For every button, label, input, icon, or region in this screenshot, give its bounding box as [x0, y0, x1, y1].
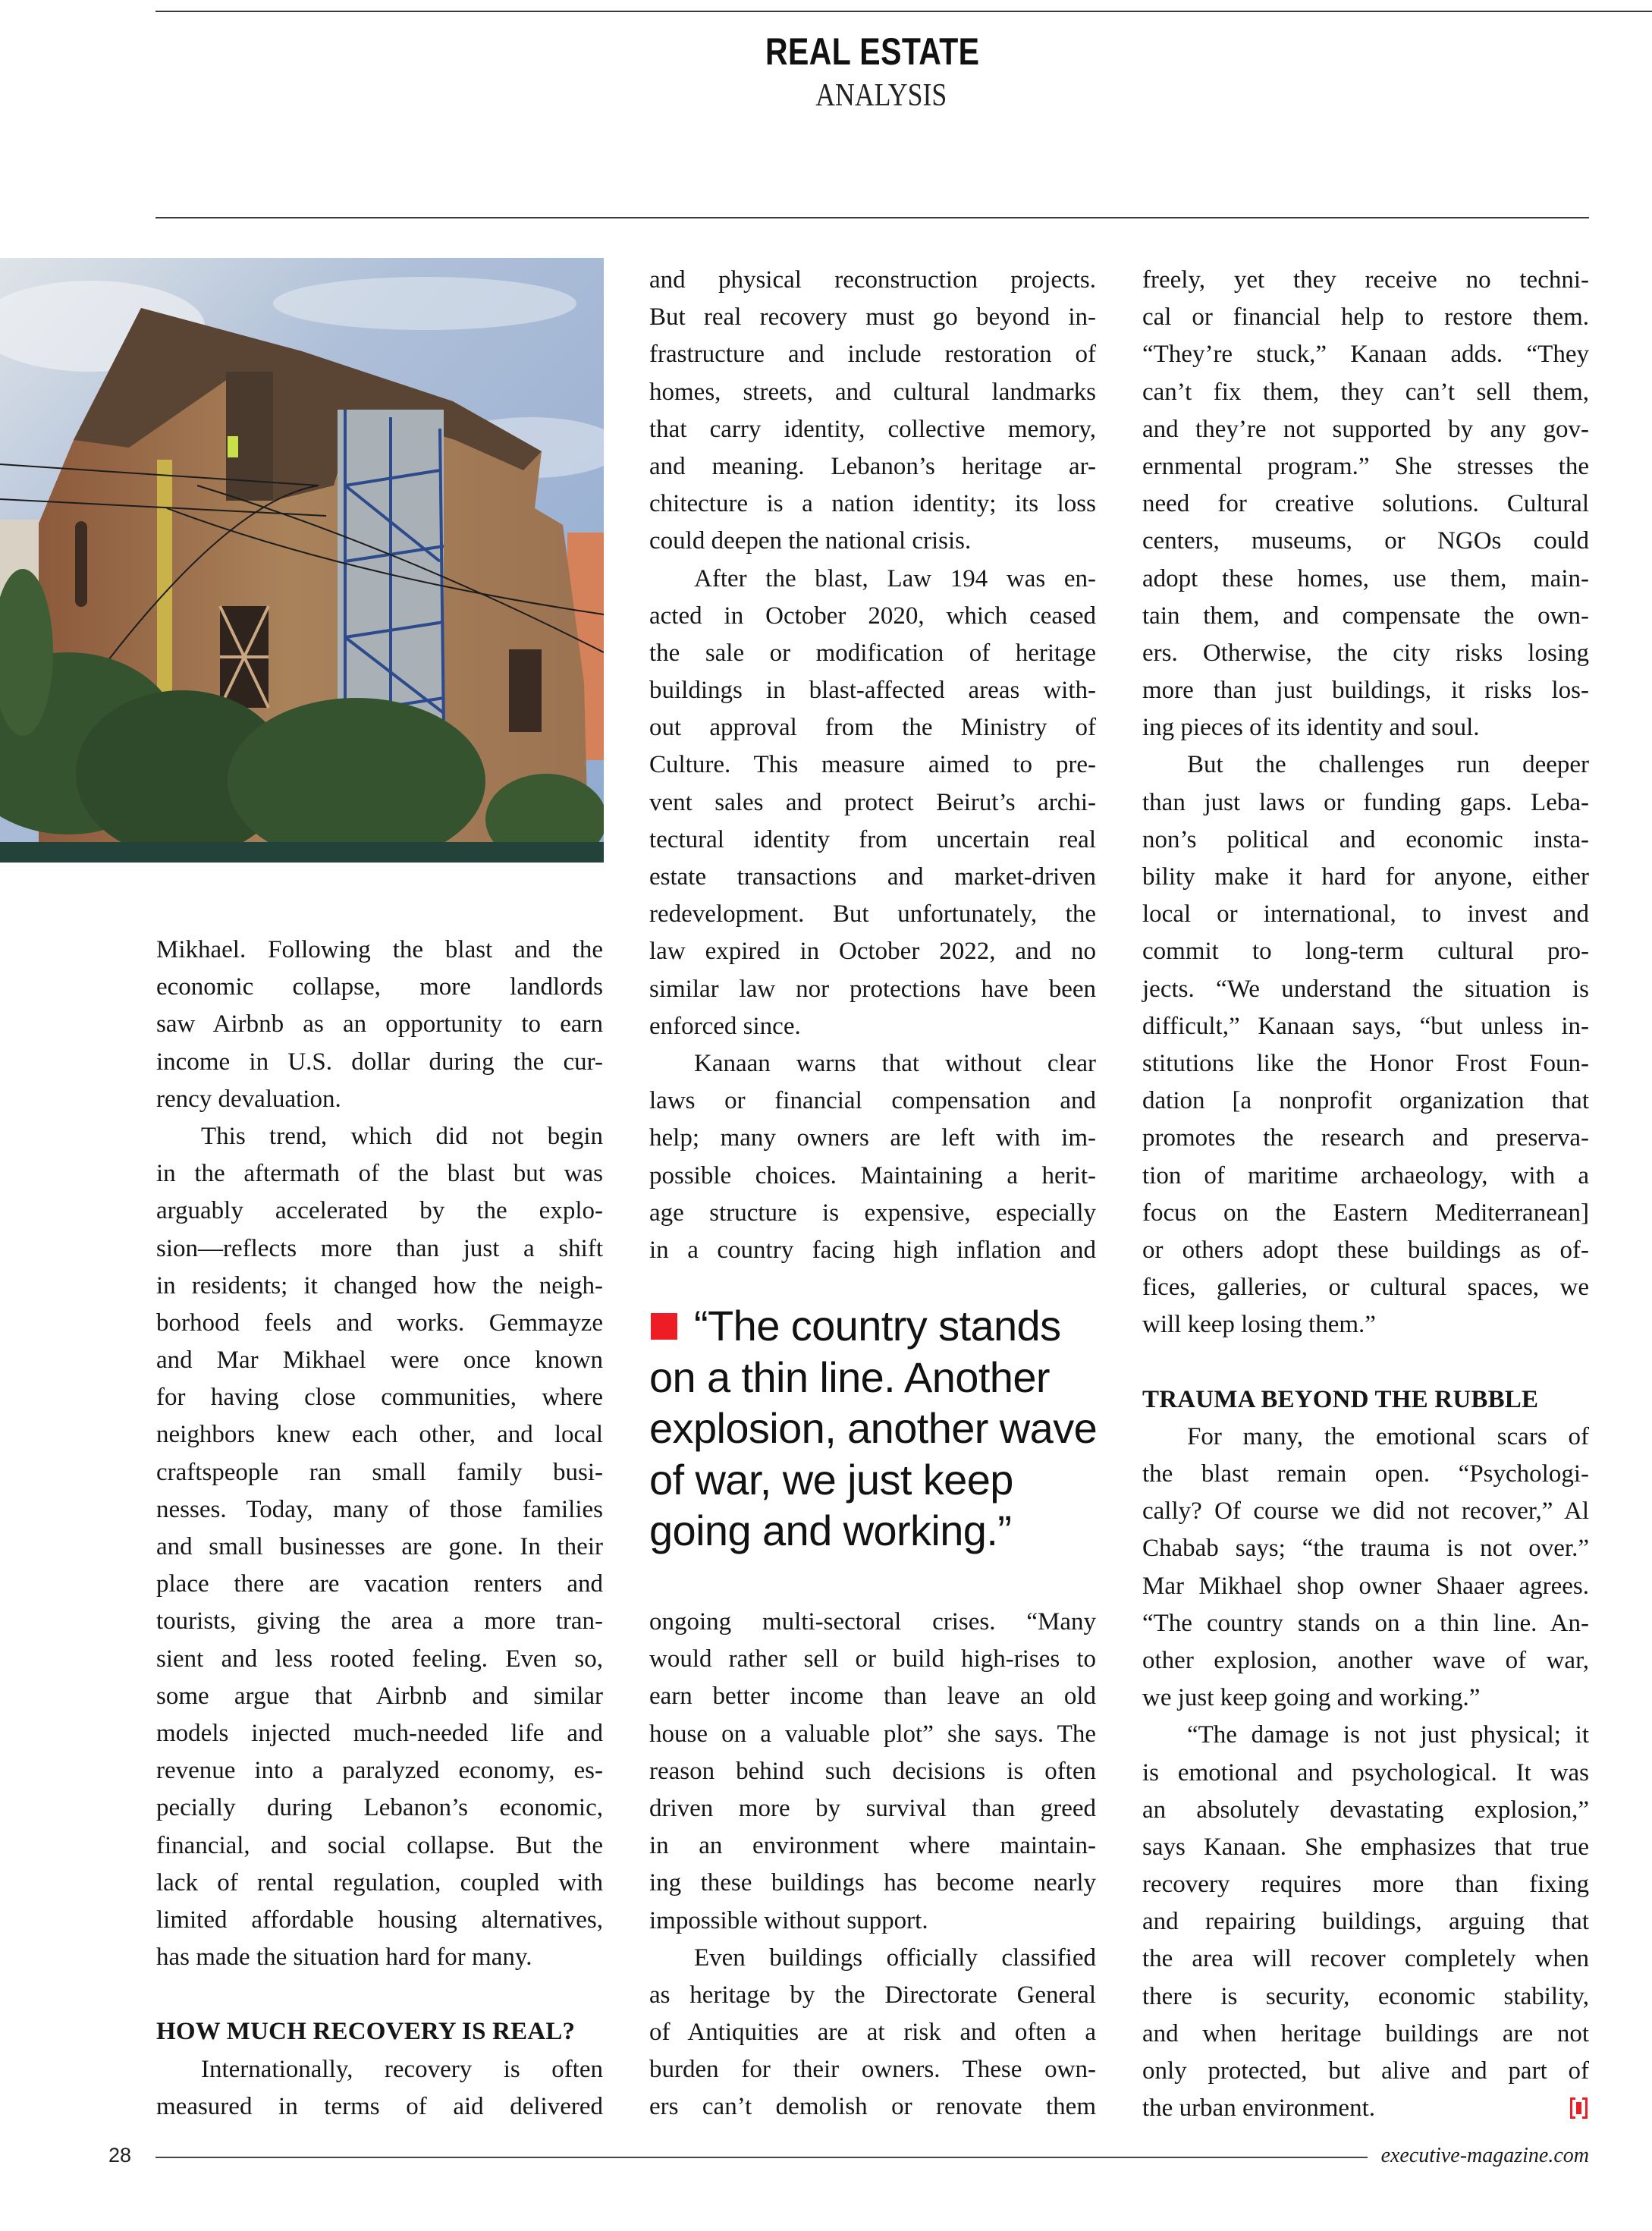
section-heading: TRAUMA BEYOND THE RUBBLE	[1142, 1385, 1539, 1413]
text-line: jects. “We understand the situation is	[1142, 975, 1589, 1003]
text-line: “The country stands on a thin line. An-	[1142, 1609, 1589, 1637]
paragraph	[649, 262, 1096, 561]
text-line: fices, galleries, or cultural spaces, we	[1142, 1274, 1589, 1302]
text-line: But the challenges run deeper	[1187, 751, 1589, 779]
text-line: some argue that Airbnb and similar	[156, 1682, 603, 1710]
text-line: earn better income than leave an old	[649, 1683, 1096, 1711]
text-line: as heritage by the Directorate General	[649, 1981, 1096, 2009]
text-line: and small businesses are gone. In their	[156, 1533, 603, 1560]
text-line: tourists, giving the area a more tran-	[156, 1607, 603, 1636]
paragraph	[649, 561, 1096, 1045]
top-rule	[155, 11, 1652, 12]
boarded-window	[220, 606, 269, 708]
column-2-bottom	[649, 1604, 1096, 2126]
text-line: age structure is expensive, especially	[649, 1199, 1096, 1227]
text-line: and Mar Mikhael were once known	[156, 1346, 603, 1375]
text-line: Even buildings officially classified	[694, 1943, 1096, 1972]
paragraph	[649, 1604, 1096, 1940]
text-line: promotes the research and preserva-	[1142, 1124, 1589, 1152]
text-line: neighbors knew each other, and local	[156, 1421, 603, 1449]
text-line: and repairing buildings, arguing that	[1142, 1908, 1589, 1936]
text-line: there is security, economic stability,	[1142, 1982, 1589, 2010]
text-line: than just laws or funding gaps. Leba-	[1142, 788, 1589, 816]
text-line: borhood feels and works. Gemmayze	[156, 1309, 603, 1337]
paragraph	[1142, 746, 1589, 1343]
text-line: only protected, but alive and part of	[1142, 2057, 1589, 2085]
text-line: adopt these homes, use them, main-	[1142, 564, 1589, 592]
text-line: the urban environment.	[1142, 2094, 1375, 2123]
text-line: homes, streets, and cultural landmarks	[649, 378, 1096, 406]
text-line: cal or financial help to restore them.	[1142, 303, 1589, 332]
text-line: “They’re stuck,” Kanaan adds. “They	[1142, 341, 1589, 369]
text-line: ongoing multi-sectoral crises. “Many	[649, 1608, 1096, 1636]
text-line: for having close communities, where	[156, 1384, 603, 1412]
paragraph	[156, 1118, 603, 1976]
damaged-building-photo	[0, 258, 604, 863]
text-line: reason behind such decisions is often	[649, 1757, 1096, 1785]
text-line: Kanaan warns that without clear	[694, 1049, 1096, 1077]
paragraph	[1142, 1717, 1589, 2127]
text-line: in an environment where maintain-	[649, 1832, 1096, 1860]
text-line: Mikhael. Following the blast and the	[156, 936, 603, 963]
text-line: ernmental program.” She stresses the	[1142, 452, 1589, 480]
section-title-text: REAL ESTATE	[765, 30, 980, 73]
page-number: 28	[108, 2144, 132, 2167]
text-line: local or international, to invest and	[1142, 900, 1589, 929]
article-photo	[0, 258, 604, 863]
text-line: that carry identity, collective memory,	[649, 415, 1096, 443]
end-mark-center	[1576, 2102, 1581, 2114]
text-line: This trend, which did not begin	[201, 1122, 603, 1150]
text-line: Culture. This measure aimed to pre-	[649, 751, 1096, 779]
column-3	[1142, 262, 1589, 2127]
text-line: Internationally, recovery is often	[201, 2055, 603, 2083]
pull-quote-line: of war, we just keep	[649, 1455, 1013, 1504]
text-line: more than just buildings, it risks los-	[1142, 677, 1589, 705]
text-line: in residents; it changed how the neigh-	[156, 1271, 603, 1299]
section-subtitle	[730, 80, 1033, 112]
paragraph	[649, 1940, 1096, 2126]
text-line: rency devaluation.	[156, 1085, 341, 1113]
street-fence	[0, 842, 604, 863]
text-line: bility make it hard for anyone, either	[1142, 863, 1589, 891]
text-line: But real recovery must go beyond in-	[649, 303, 1096, 332]
text-line: ing pieces of its identity and soul.	[1142, 714, 1480, 742]
text-line: will keep losing them.”	[1142, 1311, 1376, 1339]
section-subtitle-text: ANALYSIS	[815, 78, 947, 113]
text-line: frastructure and include restoration of	[649, 341, 1096, 369]
text-line: has made the situation hard for many.	[156, 1943, 532, 1972]
red-square-icon	[651, 1313, 677, 1340]
section-heading: HOW MUCH RECOVERY IS REAL?	[156, 2018, 576, 2046]
column-1	[156, 932, 603, 2126]
text-line: similar law nor protections have been	[649, 975, 1096, 1003]
end-mark-right-bracket	[1582, 2097, 1588, 2119]
paragraph	[156, 2051, 603, 2126]
text-line: and when heritage buildings are not	[1142, 2019, 1589, 2047]
text-line: and physical reconstruction projects.	[649, 266, 1096, 294]
header-rule	[155, 217, 1589, 218]
paragraph	[649, 1045, 1096, 1269]
text-line: dation [a nonprofit organization that	[1142, 1087, 1589, 1115]
text-line: lack of rental regulation, coupled with	[156, 1868, 603, 1896]
text-line: centers, museums, or NGOs could	[1142, 527, 1589, 555]
text-line: acted in October 2020, which ceased	[649, 602, 1096, 630]
text-line: cally? Of course we did not recover,” Al	[1142, 1497, 1589, 1526]
text-line: economic collapse, more landlords	[156, 973, 603, 1001]
text-line: says Kanaan. She emphasizes that true	[1142, 1833, 1589, 1861]
text-line: laws or financial compensation and	[649, 1087, 1096, 1115]
text-line: the area will recover completely when	[1142, 1945, 1589, 1973]
right-window	[509, 649, 542, 732]
text-line: redevelopment. But unfortunately, the	[649, 900, 1096, 929]
text-line: impossible without support.	[649, 1906, 928, 1934]
text-line: law expired in October 2022, and no	[649, 938, 1096, 966]
text-line: other explosion, another wave of war,	[1142, 1646, 1589, 1674]
text-line: ers can’t demolish or renovate them	[649, 2093, 1096, 2121]
text-line: ers. Otherwise, the city risks losing	[1142, 639, 1589, 667]
text-line: Chabab says; “the trauma is not over.”	[1142, 1535, 1589, 1563]
paragraph	[1142, 262, 1589, 746]
text-line: tion of maritime archaeology, with a	[1142, 1161, 1589, 1189]
text-line: buildings in blast-affected areas with-	[649, 677, 1096, 705]
text-line: or others adopt these buildings as of-	[1142, 1236, 1589, 1264]
paragraph	[156, 932, 603, 1118]
text-line: “The damage is not just physical; it	[1187, 1721, 1589, 1749]
text-line: of Antiquities are at risk and often a	[649, 2019, 1096, 2047]
text-line: revenue into a paralyzed economy, es-	[156, 1757, 603, 1785]
text-line: burden for their owners. These own-	[649, 2056, 1096, 2084]
yellow-pole	[157, 460, 172, 692]
footer-rule	[155, 2157, 1368, 2158]
text-line: enforced since.	[649, 1012, 801, 1040]
text-line: could deepen the national crisis.	[649, 527, 972, 555]
text-line: recovery requires more than fixing	[1142, 1871, 1589, 1899]
text-line: we just keep going and working.”	[1142, 1684, 1481, 1712]
text-line: out approval from the Ministry of	[649, 714, 1096, 742]
text-line: After the blast, Law 194 was en-	[694, 564, 1096, 592]
text-line: focus on the Eastern Mediterranean]	[1142, 1199, 1589, 1227]
text-line: models injected much-needed life and	[156, 1719, 603, 1747]
text-line: pecially during Lebanon’s economic,	[156, 1794, 603, 1822]
worker	[228, 436, 238, 457]
text-line: the blast remain open. “Psychologi-	[1142, 1460, 1589, 1488]
text-line: commit to long-term cultural pro-	[1142, 938, 1589, 966]
text-line: possible choices. Maintaining a herit-	[649, 1161, 1096, 1189]
website-url: executive-magazine.com	[1380, 2144, 1589, 2167]
text-line: place there are vacation renters and	[156, 1570, 603, 1598]
text-line: vent sales and protect Beirut’s archi-	[649, 788, 1096, 816]
text-line: nesses. Today, many of those families	[156, 1495, 603, 1523]
text-line: estate transactions and market-driven	[649, 863, 1096, 891]
text-line: in the aftermath of the blast but was	[156, 1160, 603, 1188]
executive-logo-end-mark-icon	[1569, 2096, 1589, 2120]
text-line: non’s political and economic insta-	[1142, 825, 1589, 853]
pull-quote-line: going and working.”	[649, 1507, 1012, 1555]
text-line: income in U.S. dollar during the cur-	[156, 1048, 603, 1076]
arched-window	[75, 521, 87, 607]
text-line: chitecture is a nation identity; its loss	[649, 490, 1096, 518]
text-line: difficult,” Kanaan says, “but unless in-	[1142, 1012, 1589, 1040]
text-line: need for creative solutions. Cultural	[1142, 490, 1589, 518]
text-line: financial, and social collapse. But the	[156, 1831, 603, 1859]
text-line: tectural identity from uncertain real	[649, 825, 1096, 853]
text-line: tain them, and compensate the own-	[1142, 602, 1589, 630]
text-line: Mar Mikhael shop owner Shaaer agrees.	[1142, 1572, 1589, 1600]
text-line: ing these buildings has become nearly	[649, 1869, 1096, 1897]
text-line: help; many owners are left with im-	[649, 1124, 1096, 1152]
text-line: and they’re not supported by any gov-	[1142, 415, 1589, 443]
text-line: freely, yet they receive no techni-	[1142, 266, 1589, 294]
text-line: sion—reflects more than just a shift	[156, 1234, 603, 1262]
column-2-top	[649, 262, 1096, 1269]
text-line: house on a valuable plot” she says. The	[649, 1720, 1096, 1748]
pull-quote	[649, 1300, 1104, 1557]
pull-quote-line: explosion, another wave	[649, 1404, 1098, 1453]
pull-quote-line: on a thin line. Another	[649, 1353, 1050, 1401]
text-line: limited affordable housing alternatives,	[156, 1906, 603, 1934]
text-line: the sale or modification of heritage	[649, 639, 1096, 667]
text-line: in a country facing high inflation and	[649, 1236, 1096, 1264]
cloud	[273, 277, 576, 330]
text-line: is emotional and psychological. It was	[1142, 1758, 1589, 1786]
pull-quote-line: “The country stands	[694, 1302, 1061, 1350]
section-title	[721, 30, 1024, 73]
text-line: an absolutely devastating explosion,”	[1142, 1796, 1589, 1824]
text-line: can’t fix them, they can’t sell them,	[1142, 378, 1589, 406]
text-line: stitutions like the Honor Frost Foun-	[1142, 1049, 1589, 1077]
text-line: would rather sell or build high-rises to	[649, 1645, 1096, 1673]
text-line: craftspeople ran small family busi-	[156, 1458, 603, 1486]
text-line: driven more by survival than greed	[649, 1794, 1096, 1822]
text-line: For many, the emotional scars of	[1187, 1422, 1589, 1450]
paragraph	[1142, 1419, 1589, 1717]
text-line: saw Airbnb as an opportunity to earn	[156, 1010, 603, 1039]
text-line: arguably accelerated by the explo-	[156, 1197, 603, 1225]
end-mark-left-bracket	[1570, 2097, 1575, 2119]
text-line: sient and less rooted feeling. Even so,	[156, 1645, 603, 1673]
text-line: and meaning. Lebanon’s heritage ar-	[649, 452, 1096, 480]
text-line: measured in terms of aid delivered	[156, 2092, 603, 2120]
